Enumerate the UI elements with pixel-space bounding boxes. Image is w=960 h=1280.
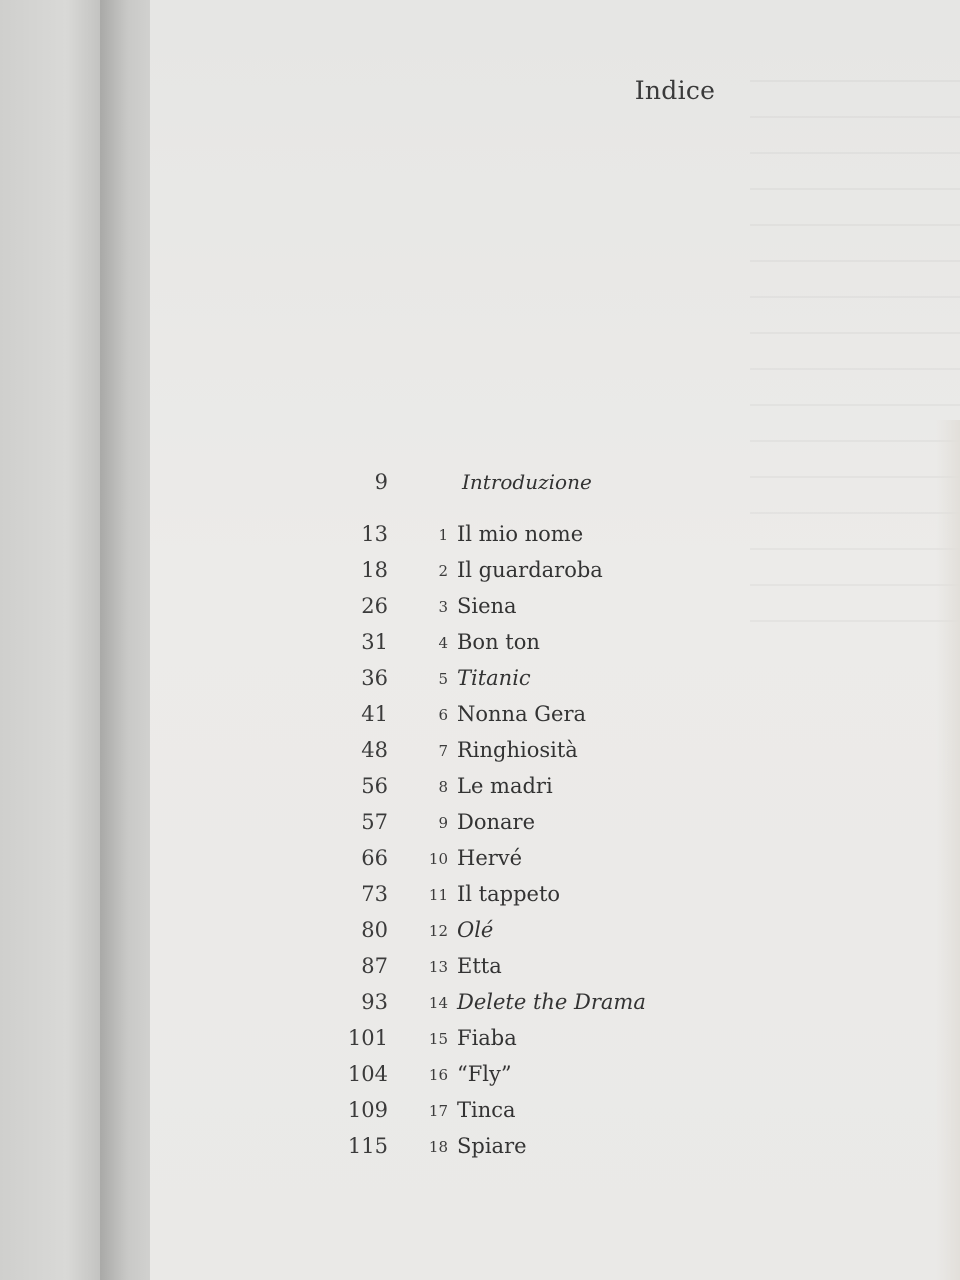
toc-title: Tinca — [457, 1098, 516, 1122]
toc-chapter-number: 10 — [428, 850, 448, 868]
toc-page-number: 26 — [361, 594, 388, 618]
toc-chapter-number: 3 — [438, 598, 448, 616]
toc-row — [300, 666, 900, 702]
toc-page-number: 101 — [347, 1026, 388, 1050]
toc-page-number: 18 — [361, 558, 388, 582]
toc-row — [300, 954, 900, 990]
toc-row — [300, 918, 900, 954]
toc-row — [300, 1134, 900, 1170]
toc-page-number: 56 — [361, 774, 388, 798]
toc-chapter-number: 11 — [428, 886, 448, 904]
toc-chapter-number: 16 — [428, 1066, 448, 1084]
toc-chapter-number: 2 — [438, 562, 448, 580]
toc-page-number: 87 — [361, 954, 388, 978]
toc-row — [300, 882, 900, 918]
toc-row — [300, 702, 900, 738]
toc-page-number: 66 — [361, 846, 388, 870]
toc-chapter-number: 13 — [428, 958, 448, 976]
toc-chapter-number: 9 — [438, 814, 448, 832]
toc-page-number: 13 — [361, 522, 388, 546]
toc-chapter-number: 5 — [438, 670, 448, 688]
toc-chapter-list — [300, 522, 900, 1170]
toc-title: Le madri — [457, 774, 553, 798]
page-title: Indice — [634, 76, 716, 105]
toc-row — [300, 810, 900, 846]
toc-row — [300, 594, 900, 630]
toc-title: Titanic — [457, 666, 531, 690]
toc-title: Siena — [457, 594, 517, 618]
toc-chapter-number: 1 — [438, 526, 448, 544]
toc-chapter-number: 6 — [438, 706, 448, 724]
toc-title: Donare — [457, 810, 535, 834]
toc-title: Ringhiosità — [457, 738, 578, 762]
previous-page-edge — [0, 0, 110, 1280]
toc-title: Delete the Drama — [457, 990, 646, 1014]
toc-page-number: 31 — [361, 630, 388, 654]
toc-page-number: 93 — [361, 990, 388, 1014]
toc-page-number: 48 — [361, 738, 388, 762]
toc-introduction — [300, 470, 900, 510]
toc-page-number: 41 — [361, 702, 388, 726]
toc-page-number: 57 — [361, 810, 388, 834]
toc-row — [300, 522, 900, 558]
toc-chapter-number: 18 — [428, 1138, 448, 1156]
toc-row — [300, 630, 900, 666]
toc-chapter-number: 8 — [438, 778, 448, 796]
toc-title: Olé — [457, 918, 494, 942]
toc-chapter-number: 12 — [428, 922, 448, 940]
toc-title: Spiare — [457, 1134, 527, 1158]
toc-chapter-number: 4 — [438, 634, 448, 652]
toc-page-number: 9 — [374, 470, 388, 494]
toc-page-number: 73 — [361, 882, 388, 906]
toc-chapter-number: 15 — [428, 1030, 448, 1048]
toc-chapter-number: 14 — [428, 994, 448, 1012]
toc-chapter-number: 17 — [428, 1102, 448, 1120]
toc-row — [300, 846, 900, 882]
toc-title: Il tappeto — [457, 882, 561, 906]
toc-row — [300, 1098, 900, 1134]
toc-row — [300, 1062, 900, 1098]
toc-page-number: 115 — [347, 1134, 388, 1158]
toc-row — [300, 774, 900, 810]
toc-page-number: 104 — [347, 1062, 388, 1086]
toc-title: Il guardaroba — [457, 558, 603, 582]
toc-title: Etta — [457, 954, 502, 978]
toc-row — [300, 1026, 900, 1062]
toc-row — [300, 558, 900, 594]
toc-title: Bon ton — [457, 630, 540, 654]
toc-row — [300, 738, 900, 774]
toc-title: Il mio nome — [457, 522, 584, 546]
toc-title: Hervé — [457, 846, 523, 870]
toc-title: “Fly” — [457, 1062, 512, 1086]
next-page-edge — [936, 420, 960, 1280]
toc-title: Fiaba — [457, 1026, 517, 1050]
toc-page-number: 36 — [361, 666, 388, 690]
toc-page-number: 80 — [361, 918, 388, 942]
index-page — [150, 0, 960, 1280]
toc-row — [300, 990, 900, 1026]
toc-title: Introduzione — [462, 470, 592, 494]
toc-title: Nonna Gera — [457, 702, 587, 726]
toc-chapter-number: 7 — [438, 742, 448, 760]
toc-page-number: 109 — [347, 1098, 388, 1122]
